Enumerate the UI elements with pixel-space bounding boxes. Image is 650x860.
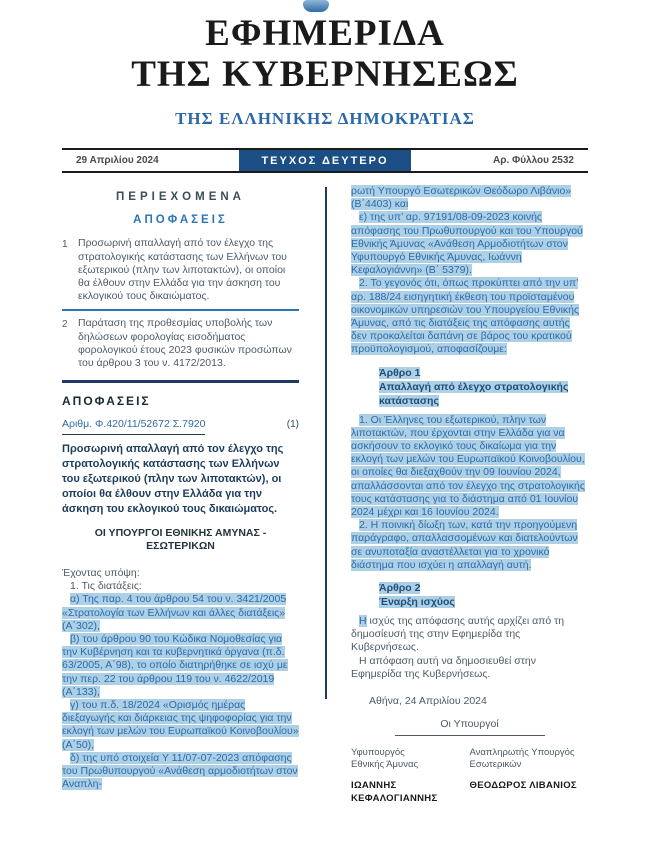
article-2-heading-block	[351, 581, 588, 609]
section-rule	[62, 380, 299, 383]
contents-item-text: Παράταση της προθεσμίας υποβολής των δηλώσεων φορολογίας εισοδήματος φορολογικού έτους 2023 φυσικών προσώπων του άρθρου 3 του ν. 4172/2013.	[78, 317, 292, 370]
decision-number-row	[62, 418, 299, 434]
contents-item-number: 2	[62, 319, 68, 331]
plain-text: ισχύς της απόφασης αυτής αρχίζει από τη δημοσίευσή της στην Εφημερίδα της Κυβερνήσεως.	[351, 615, 565, 654]
contents-item-2	[62, 317, 299, 370]
column-divider	[325, 187, 327, 699]
contents-subheading: ΑΠΟΦΑΣΕΙΣ	[133, 214, 228, 227]
gazette-subtitle: ΤΗΣ ΕΛΛΗΝΙΚΗΣ ΔΗΜΟΚΡΑΤΙΑΣ	[175, 109, 475, 128]
role-line: Εθνικής Άμυνας	[351, 759, 419, 770]
preamble-item-d-continued	[351, 185, 588, 211]
preamble-item-e	[351, 211, 588, 277]
contents-item-text: Προσωρινή απαλλαγή από τον έλεγχο της στρατολογικής κατάστασης των Ελλήνων του εξωτερικού (πλην των λιποτακτών), οι οποίοι θα έλθουν στην Ελλάδα για την άσκηση του εκλογικού τους δικαιώματος.	[78, 237, 287, 303]
highlighted-text: Έναρξη ισχύος	[379, 596, 455, 609]
signature-role-left	[351, 747, 470, 772]
document-body	[62, 185, 588, 804]
article-1-subheading	[379, 380, 588, 408]
highlighted-text: α) Της παρ. 4 του άρθρου 54 του ν. 3421/2005 «Στρατολογία των Ελλήνων και άλλες διατάξεις» (Α΄302),	[62, 593, 287, 632]
highlighted-text: δ) της υπό στοιχεία Υ 11/07-07-2023 απόφασης του Πρωθυπουργού «Ανάθεση αρμοδιοτήτων στον Αναπλη-	[62, 751, 298, 791]
contents-item-number: 1	[62, 239, 68, 251]
contents-heading: ΠΕΡΙΕΧΟΜΕΝΑ	[116, 191, 245, 203]
contents-item-1	[62, 237, 299, 303]
highlighted-text: 1. Οι Έλληνες του εξωτερικού, πλην των λιποτακτών, που έρχονται στην Ελλάδα για να ασκήσουν το εκλογικό τους δικαίωμα για την εκλογή των μελών του Ευρωπαϊκού Κοινοβουλίου, οι οποίες θα διεξαχθούν την 09 Ιουνίου 2024, απαλλάσσονται από τον έλεγχο της στρατολογικής τους κατάστασης για το διάστημα από 01 Ιουνίου 2024 μέχρι και 16 Ιουνίου 2024.	[351, 413, 585, 519]
article-1-paragraph-2	[351, 519, 588, 572]
decision-authors: ΟΙ ΥΠΟΥΡΓΟΙ ΕΘΝΙΚΗΣ ΑΜΥΝΑΣ - ΕΣΩΤΕΡΙΚΩΝ	[94, 526, 267, 552]
highlighted-text: ρωτή Υπουργό Εσωτερικών Θεόδωρο Λιβάνιο» (Β΄4403) και	[351, 185, 572, 211]
decision-ref-marker: (1)	[286, 419, 299, 431]
role-line: Αναπληρωτής Υπουργός	[469, 746, 575, 758]
place-and-date: Αθήνα, 24 Απριλίου 2024	[369, 695, 487, 708]
masthead	[0, 13, 650, 129]
article-1-heading-block	[351, 366, 588, 408]
highlighted-text: γ) του π.δ. 18/2024 «Ορισμός ημέρας διεξαγωγής και διάρκειας της ψηφοφορίας για την εκλογή των μελών του Ευρωπαϊκού Κοινοβουλίου» (Α΄50),	[62, 699, 299, 751]
article-2-paragraph-2: Η απόφαση αυτή να δημοσιευθεί στην Εφημερίδα της Κυβερνήσεως.	[351, 654, 537, 680]
preamble-item-c	[62, 699, 299, 752]
preamble-item-1: 1. Τις διατάξεις:	[70, 580, 142, 593]
signature-name-left: ΙΩΑΝΝΗΣ ΚΕΦΑΛΟΓΙΑΝΝΗΣ	[351, 779, 438, 804]
preamble-intro: Έχοντας υπόψη:	[62, 567, 140, 580]
article-1-paragraph-1	[351, 414, 588, 520]
highlighted-text: β) του άρθρου 90 του Κώδικα Νομοθεσίας για την Κυβέρνηση και τα κυβερνητικά όργανα (π.δ. 63/2005, Α΄98), το οποίο διατηρήθηκε σε ισχύ με την περ. 22 του άρθρου 119 του ν. 4622/2019 (Α΄133),	[62, 633, 288, 698]
signature-name-right: ΘΕΟΔΩΡΟΣ ΛΙΒΑΝΙΟΣ	[469, 779, 577, 791]
role-line: Υφυπουργός	[351, 746, 405, 758]
signature-names	[351, 779, 588, 805]
issue-number: Αρ. Φύλλου 2532	[493, 155, 574, 166]
highlighted-text: Απαλλαγή από έλεγχο στρατολογικής κατάστασης	[379, 380, 569, 407]
highlighted-text: 2. Η ποινική δίωξη των, κατά την προηγούμενη παράγραφο, απαλλασσομένων και διατελούντων σε ανυποταξία αναστέλλεται για το χρονικό διάστημα που ισχύει η απαλλαγή αυτή.	[351, 519, 578, 571]
article-2-subheading	[379, 595, 588, 609]
preamble-item-d	[62, 752, 299, 792]
article-2-paragraph-1	[351, 615, 588, 655]
gazette-title-line2: ΤΗΣ ΚΥΒΕΡΝΗΣΕΩΣ	[131, 54, 519, 95]
issue-date: 29 Απριλίου 2024	[76, 155, 159, 166]
highlighted-text: ε) της υπ’ αρ. 97191/08-09-2023 κοινής απόφασης του Πρωθυπουργού και του Υπουργού Εθνικής Άμυνας «Ανάθεση Αρμοδιοτήτων στον Υφυπουργό Εθνικής Άμυνας, Ιωάννη Κεφαλογιάννη» (Β΄ 5379).	[351, 211, 583, 277]
ministers-label: Οι Υπουργοί	[395, 718, 545, 735]
highlighted-text: Άρθρο 2	[379, 582, 421, 595]
preamble-item-a	[62, 593, 299, 633]
left-column	[62, 185, 299, 791]
signature-role-right	[470, 747, 589, 772]
preamble-item-b	[62, 633, 299, 699]
issue-info-bar	[62, 148, 588, 173]
decisions-section-heading: ΑΠΟΦΑΣΕΙΣ	[62, 394, 151, 409]
right-column	[351, 185, 588, 804]
highlighted-text: Άρθρο 1	[379, 366, 421, 379]
decision-title: Προσωρινή απαλλαγή από τον έλεγχο της στρατολογικής κατάστασης των Ελλήνων του εξωτερικού (πλην των λιποτακτών), οι οποίοι θα έλθουν στην Ελλάδα για την άσκηση του εκλογικού τους δικαιώματος.	[62, 442, 284, 515]
decision-number: Αριθμ. Φ.420/11/52672 Σ.7920	[62, 418, 205, 434]
role-line: Εσωτερικών	[469, 759, 522, 770]
highlighted-text: 2. Το γεγονός ότι, όπως προκύπτει από την υπ’ αρ. 188/24 εισηγητική έκθεση του προϊσταμένου οικονομικών υπηρεσιών του Υπουργείου Εθνικής Άμυνας, από τις διατάξεις της απόφασης αυτής δεν προκαλείται δαπάνη σε βάρος του κρατικού προϋπολογισμού, αποφασίζουμε:	[351, 277, 580, 356]
coat-of-arms-emblem	[303, 0, 329, 12]
signature-roles	[351, 747, 588, 772]
issue-type-badge: ΤΕΥΧΟΣ ΔΕΥΤΕΡΟ	[239, 150, 411, 171]
article-2-heading	[379, 581, 588, 595]
highlighted-text: Η	[359, 615, 367, 628]
article-1-heading	[379, 366, 588, 380]
contents-item-divider	[62, 309, 299, 311]
preamble-item-2	[351, 277, 588, 356]
gazette-title-line1: ΕΦΗΜΕΡΙΔΑ	[205, 13, 445, 54]
